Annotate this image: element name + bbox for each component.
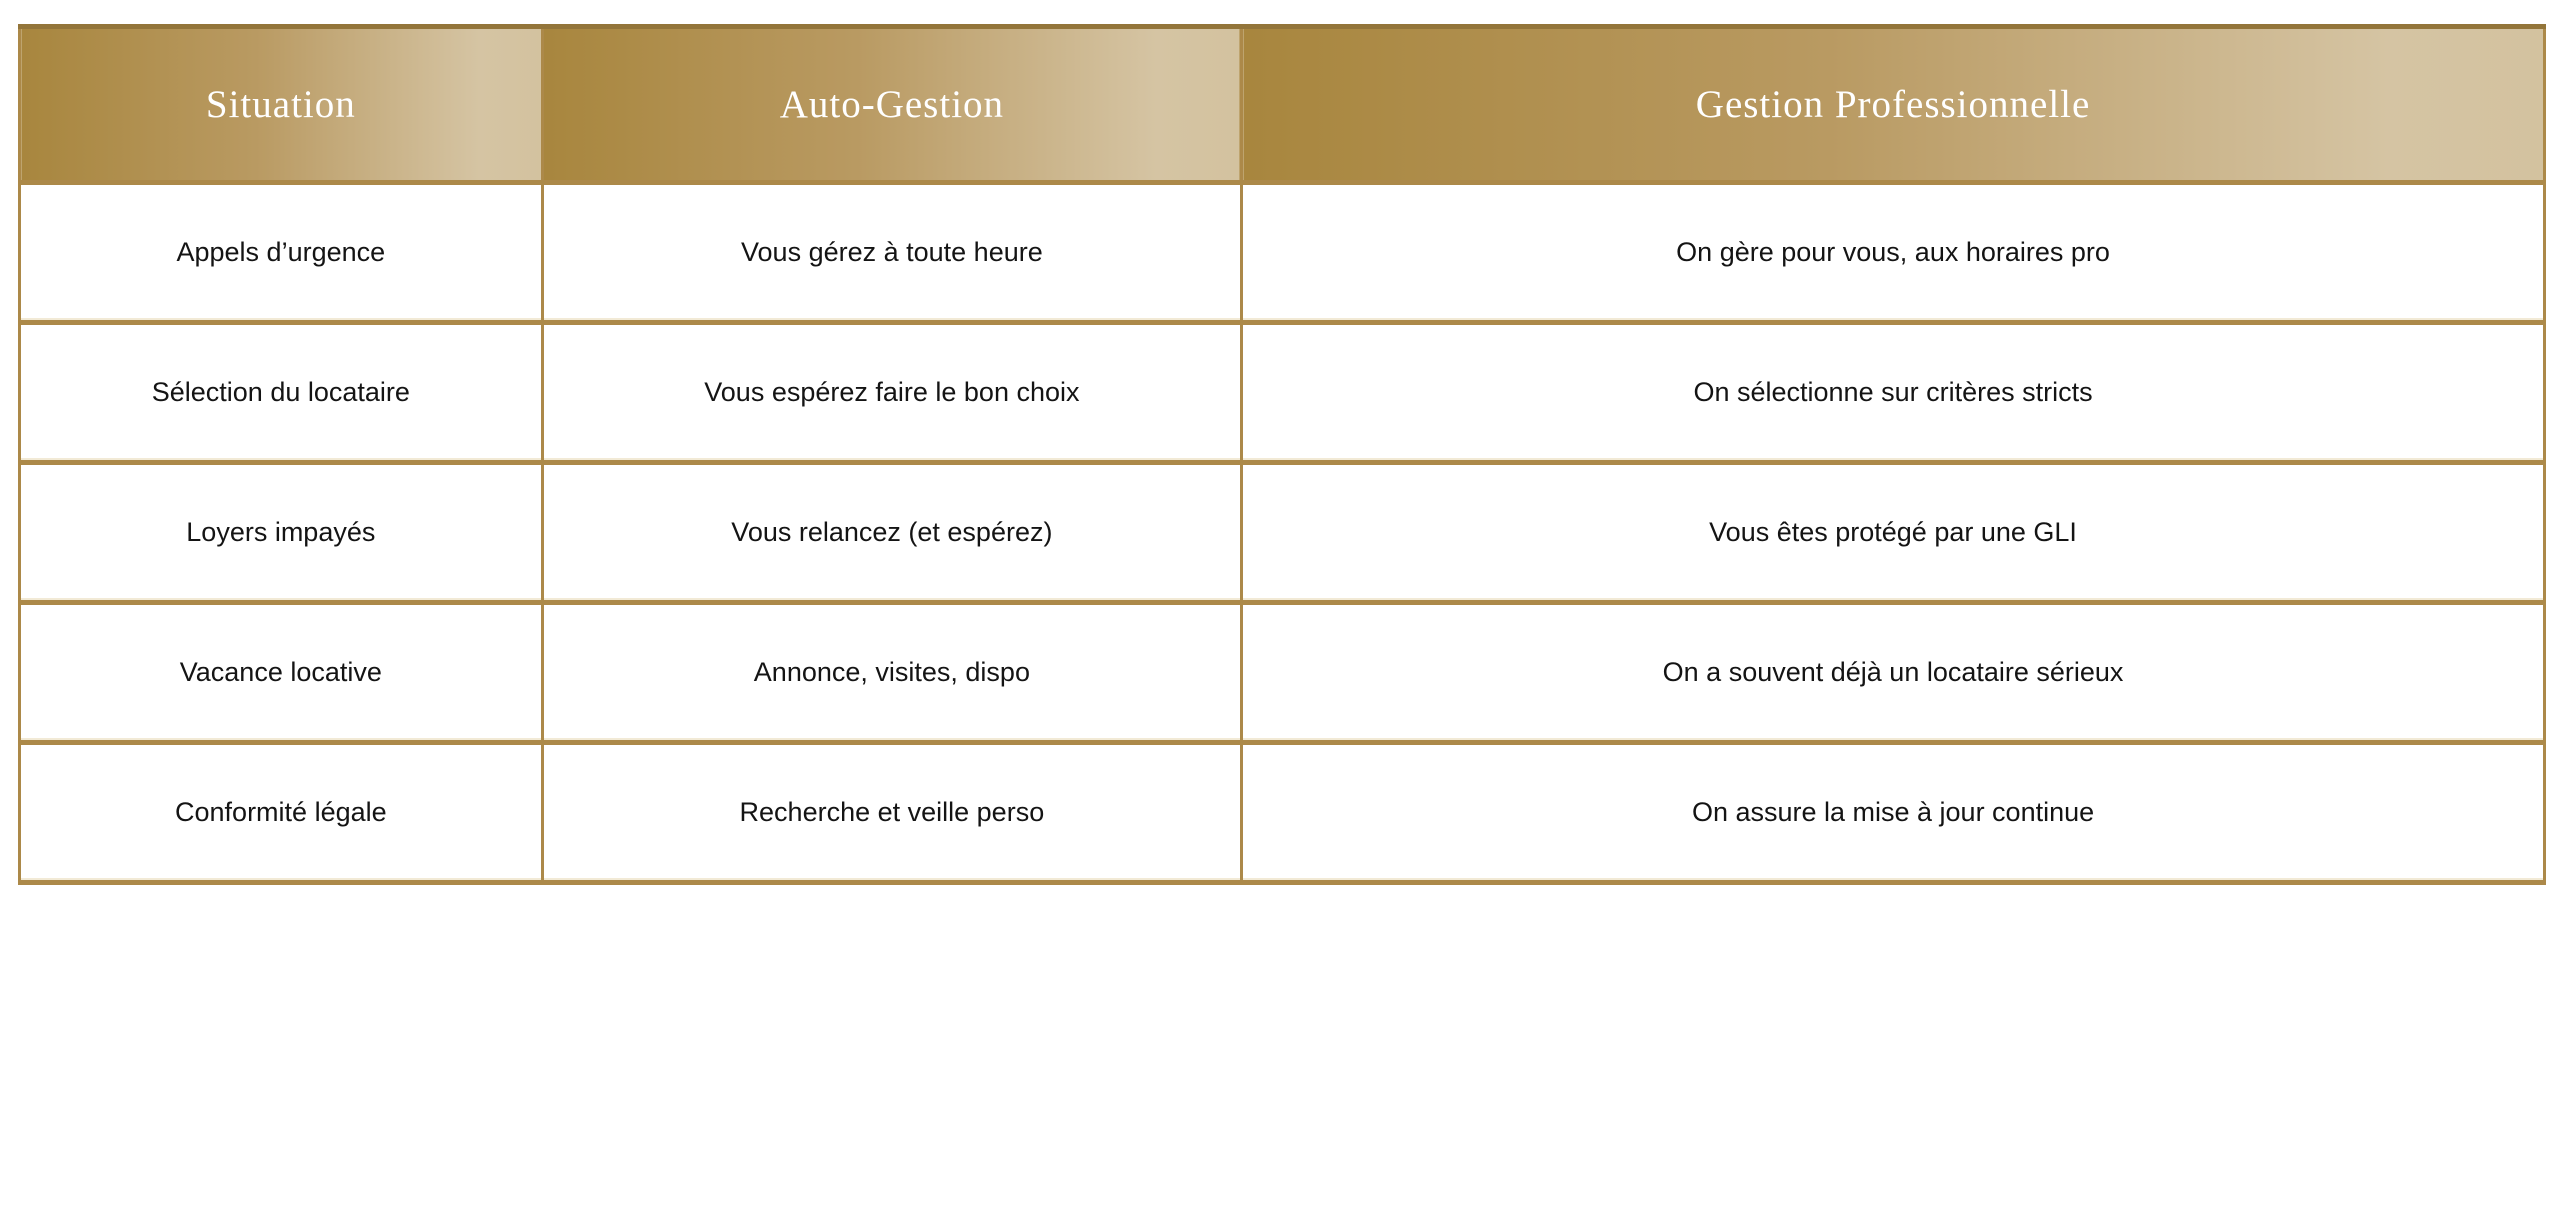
cell-auto-gestion: Annonce, visites, dispo bbox=[542, 603, 1241, 743]
cell-gestion-professionnelle: Vous êtes protégé par une GLI bbox=[1242, 463, 2545, 603]
comparison-table bbox=[18, 24, 2546, 885]
header-cell-auto-gestion: Auto-Gestion bbox=[542, 27, 1241, 183]
cell-auto-gestion: Vous relancez (et espérez) bbox=[542, 463, 1241, 603]
cell-gestion-professionnelle: On sélectionne sur critères stricts bbox=[1242, 323, 2545, 463]
table-row bbox=[20, 603, 2545, 743]
cell-auto-gestion: Vous gérez à toute heure bbox=[542, 183, 1241, 323]
table-row bbox=[20, 743, 2545, 883]
cell-gestion-professionnelle: On a souvent déjà un locataire sérieux bbox=[1242, 603, 2545, 743]
cell-gestion-professionnelle: On assure la mise à jour continue bbox=[1242, 743, 2545, 883]
cell-situation: Loyers impayés bbox=[20, 463, 543, 603]
table-row bbox=[20, 463, 2545, 603]
table-row bbox=[20, 183, 2545, 323]
header-cell-situation: Situation bbox=[20, 27, 543, 183]
header-cell-gestion-professionnelle: Gestion Professionnelle bbox=[1242, 27, 2545, 183]
cell-situation: Sélection du locataire bbox=[20, 323, 543, 463]
cell-auto-gestion: Recherche et veille perso bbox=[542, 743, 1241, 883]
cell-situation: Conformité légale bbox=[20, 743, 543, 883]
table-header bbox=[20, 27, 2545, 183]
table-row bbox=[20, 323, 2545, 463]
table-body bbox=[20, 183, 2545, 883]
cell-auto-gestion: Vous espérez faire le bon choix bbox=[542, 323, 1241, 463]
header-row bbox=[20, 27, 2545, 183]
cell-situation: Appels d’urgence bbox=[20, 183, 543, 323]
cell-gestion-professionnelle: On gère pour vous, aux horaires pro bbox=[1242, 183, 2545, 323]
cell-situation: Vacance locative bbox=[20, 603, 543, 743]
